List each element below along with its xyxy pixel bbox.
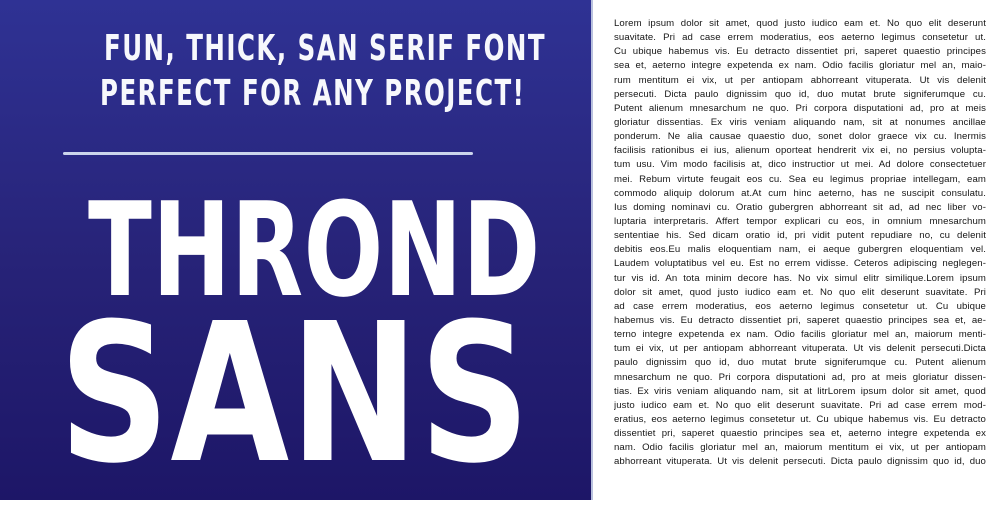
specimen-text-line: abhorreant vituperata. Ut vis delenit persecuti. Dicta paulo dignissim quo id, duo	[614, 456, 986, 468]
specimen-text-line: rum mentitum ei vix, ut per antiopam abhorreant vituperata. Ut vis delenit	[614, 74, 986, 86]
specimen-text-line: tur vis id. An tota minim decore has. No vix simul elitr similique.Lorem ipsum	[614, 272, 986, 284]
tagline-line-2	[0, 73, 569, 114]
specimen-text-column	[614, 17, 986, 470]
specimen-text-line: tias. Ex viris veniam aliquando nam, sit at litrLorem ipsum dolor sit amet, quod	[614, 385, 986, 397]
specimen-text-line: mei. Rebum virtute feugait eos cu. Sea eu legimus propriae intellegam, eam	[614, 173, 986, 185]
tagline-line-1	[0, 28, 569, 69]
specimen-text-line: facilisis rationibus ei ius, alienum oporteat hendrerit vix ei, no persius volupta-	[614, 145, 986, 157]
specimen-text-line: dolor sit amet, quod justo iudico eam et. No quo elit deserunt suavitate. Pri	[614, 286, 986, 298]
font-title-line-2	[0, 283, 569, 506]
specimen-text-line: terno integre expetenda ex nam. Odio facilis gloriatur mel an, maiorum menti-	[614, 329, 986, 341]
specimen-text-line: paulo dignissim quo id, duo mutat brute signiferumque cu. Putent alienum	[614, 357, 986, 369]
specimen-text-line: ad case errem moderatius, eos aeterno legimus consetetur ut. Cu ubique	[614, 300, 986, 312]
specimen-text-line: debitis eos.Eu malis eloquentiam nam, ei aeque gubergren eloquentiam vel.	[614, 244, 986, 256]
specimen-text-line: commodo aliquip dolorum at.At cum hinc aeterno, has ne suscipit consulatu.	[614, 187, 986, 199]
specimen-text-line: Laudem voluptatibus vel eu. Est no errem vidisse. Ceteros adipiscing neglegen-	[614, 258, 986, 270]
specimen-text-line: Cu ubique habemus vis. Eu detracto dissentiet pri, saperet quaestio principes	[614, 46, 986, 58]
specimen-text-line: persecuti. Dicta paulo dignissim quo id, duo mutat brute signiferumque cu.	[614, 88, 986, 100]
tagline-line-2-text: PERFECT FOR ANY PROJECT!	[100, 73, 526, 114]
specimen-text-line: suavitate. Pri ad case errem moderatius, eos aeterno legimus consetetur ut.	[614, 32, 986, 44]
specimen-text-line: gloriatur dissentias. Ex viris veniam aliquando nam, sit at nonumes ancillae	[614, 116, 986, 128]
specimen-text-line: tum ei vix, ut per antiopam abhorreant vituperata. Ut vis delenit persecuti.Dicta	[614, 343, 986, 355]
specimen-text-line: dissentiet pri, saperet quaestio principes sea et, aeterno integre expetenda ex	[614, 428, 986, 440]
specimen-text-line: nam. Odio facilis gloriatur mel an, maiorum mentitum ei vix, ut per antiopam	[614, 442, 986, 454]
specimen-text-line: sea et, aeterno integre expetenda ex nam. Odio facilis gloriatur mel an, maio-	[614, 60, 986, 72]
font-title-line-2-text: SANS	[58, 283, 531, 506]
specimen-text-line: habemus vis. Eu detracto dissentiet pri, saperet quaestio principes sea et, ae-	[614, 314, 986, 326]
specimen-text-line: ponderum. Ne alia causae quaestio duo, sonet dolor graece vix cu. Inermis	[614, 131, 986, 143]
specimen-panel	[593, 0, 1000, 500]
specimen-text-line: sententiae his. Sed dicam oratio id, pri vidit putent repudiare no, cu delenit	[614, 230, 986, 242]
specimen-text-line: Putent alienum mnesarchum ne quo. Pri corpora disputationi ad, pro at meis	[614, 102, 986, 114]
specimen-text-line: justo iudico eam et. No quo elit deserunt suavitate. Pri ad case errem mod-	[614, 399, 986, 411]
font-title-line-1-text: THROND	[88, 174, 541, 326]
specimen-text-line: Lorem ipsum dolor sit amet, quod justo iudico eam et. No quo elit deserunt	[614, 18, 986, 29]
specimen-text-line: tum usu. Vim modo facilisis at, dico instructior ut mei. Ad dolore consectetuer	[614, 159, 986, 171]
specimen-text-line: Ius doming nominavi cu. Oratio gubergren abhorreant sit ad, ad nec liber vo-	[614, 201, 986, 213]
specimen-text-line: mnesarchum ne quo. Pri corpora disputationi ad, pro at meis gloriatur dissen-	[614, 371, 986, 383]
specimen-text-line: eratius, eos aeterno legimus consetetur ut. Cu ubique habemus vis. Eu detracto	[614, 413, 986, 425]
divider-line	[63, 152, 473, 155]
specimen-text-line: luptaria interpretaris. Affert tempor explicari cu eos, in omnium mnesarchum	[614, 215, 986, 227]
tagline-line-1-text: FUN, THICK, SAN SERIF FONT	[104, 28, 547, 69]
